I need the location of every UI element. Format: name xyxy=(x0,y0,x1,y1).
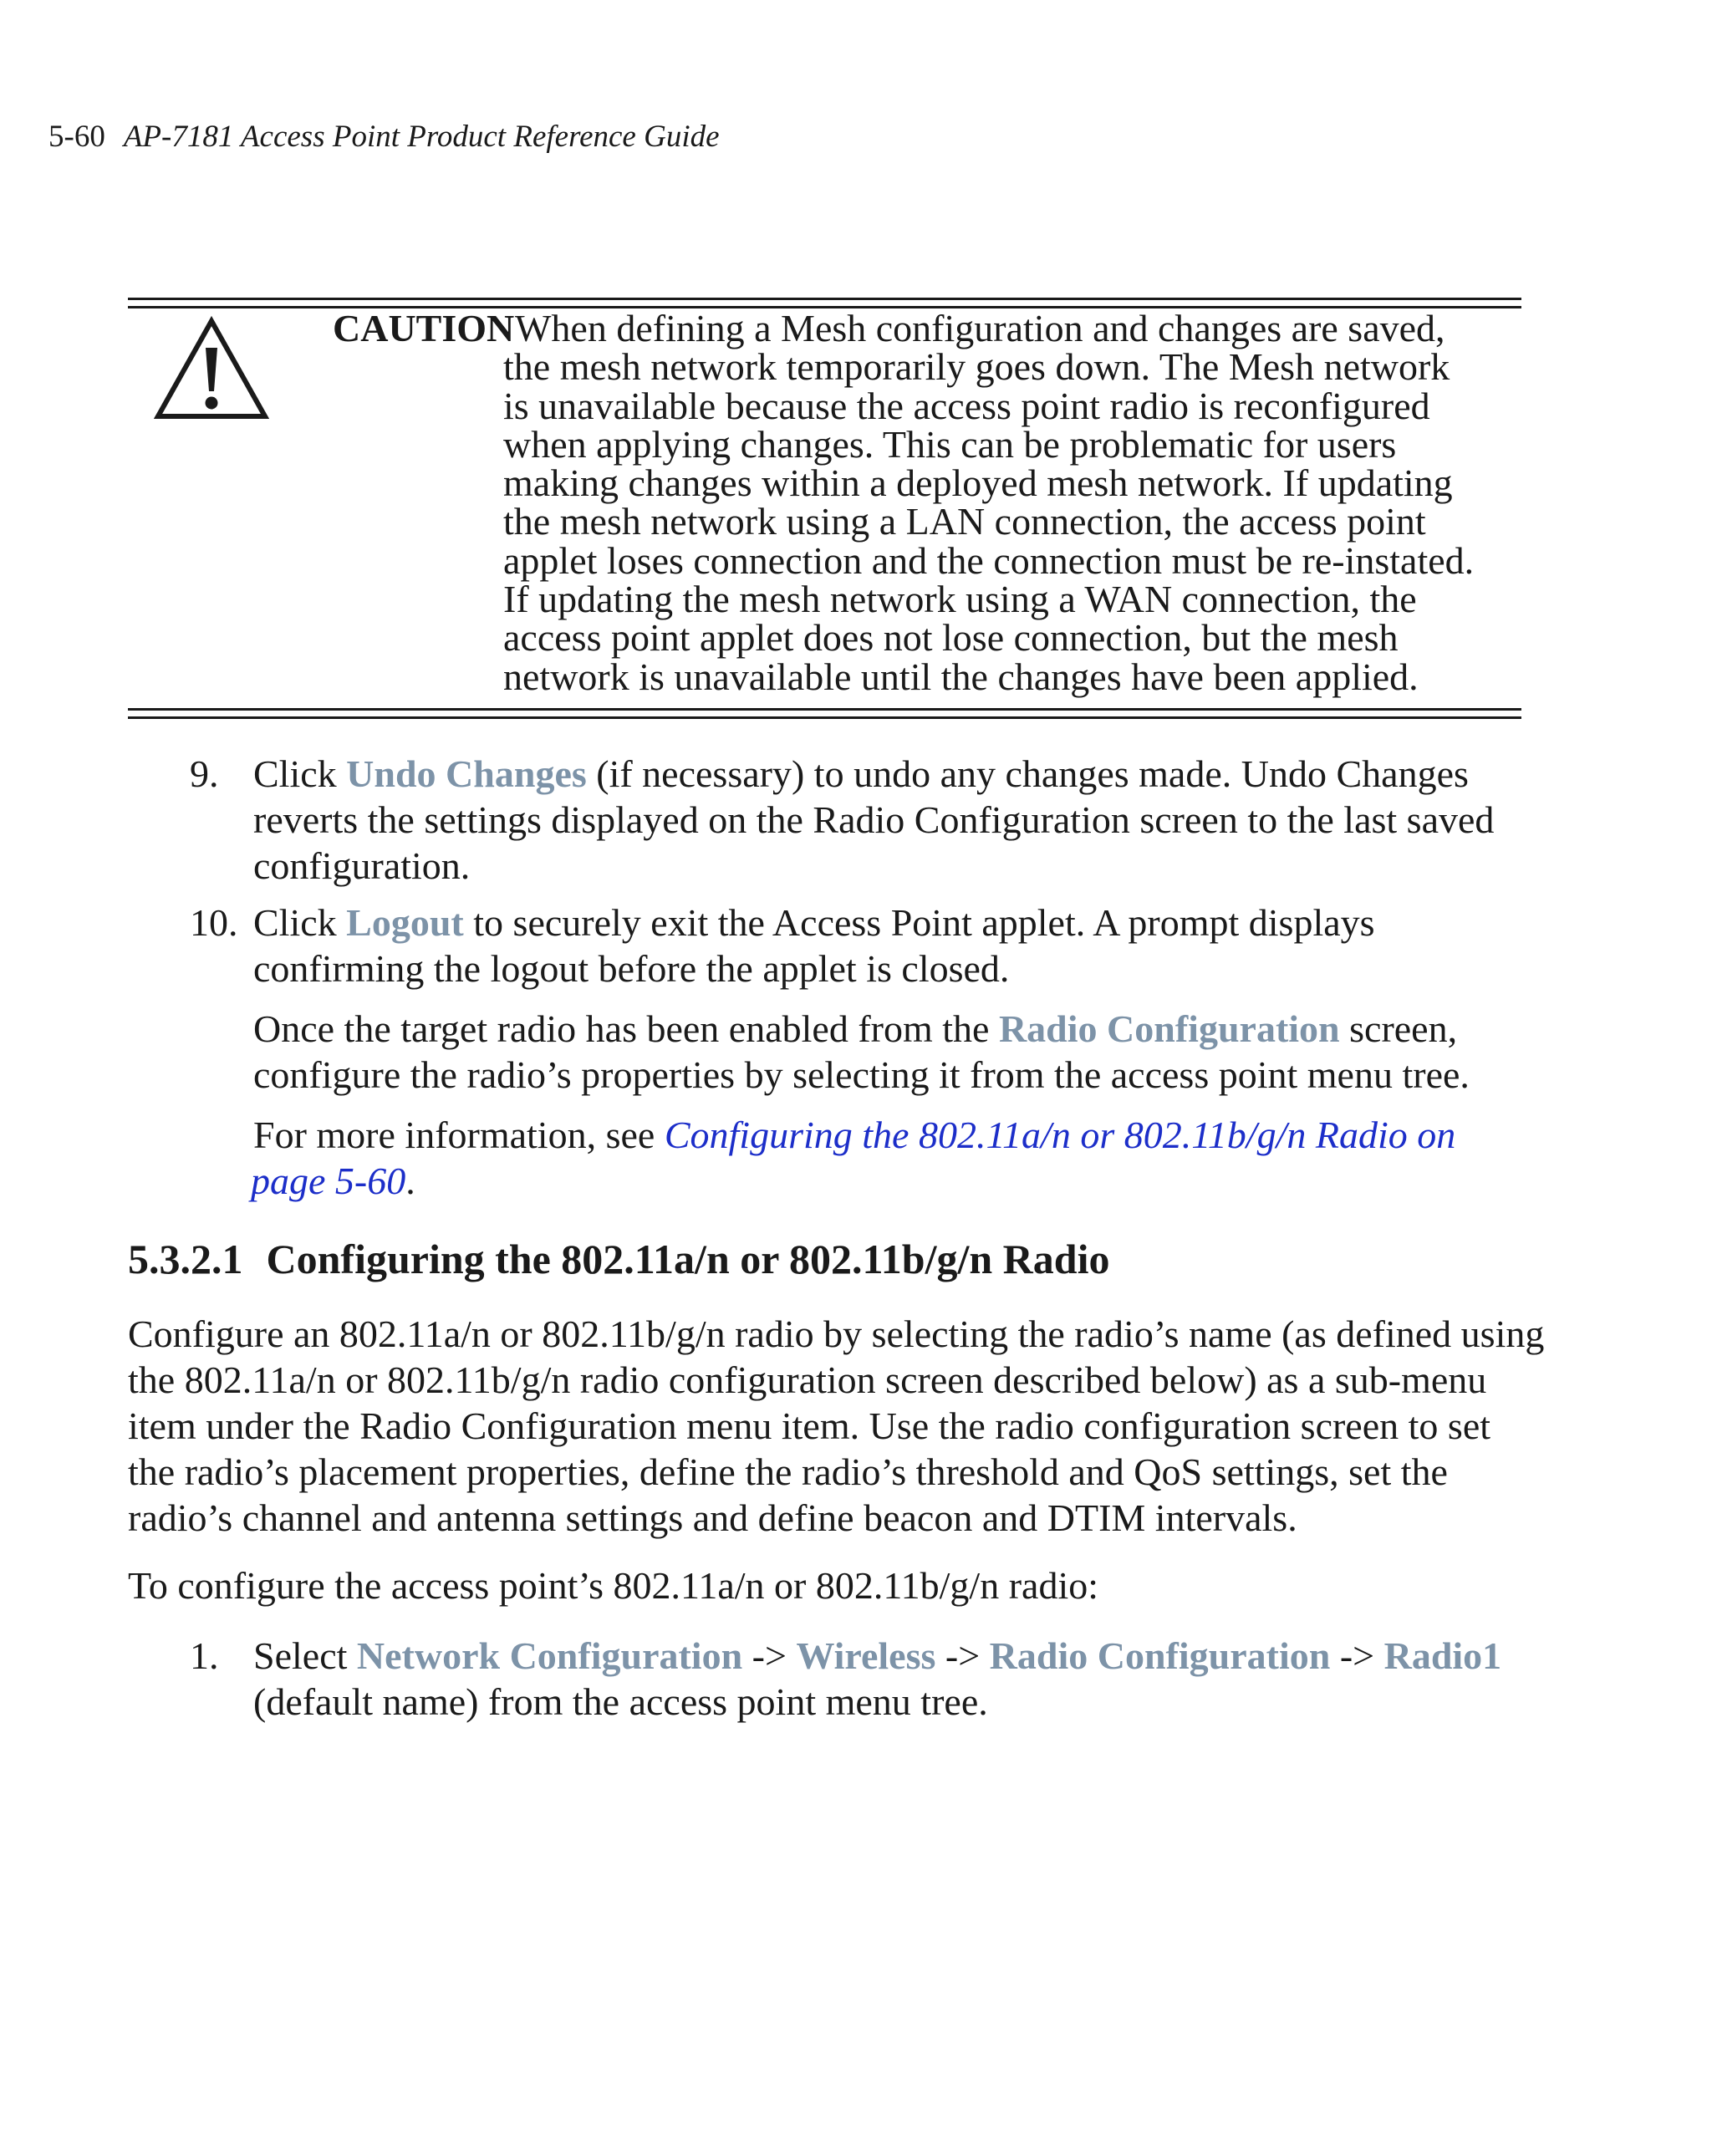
step-1-text xyxy=(253,1633,1501,1725)
paragraph-line: configure the radio’s properties by selecting it from the access point menu tree. xyxy=(253,1053,1470,1096)
step-number: 9. xyxy=(190,752,219,795)
page-number: 5-60 xyxy=(48,120,105,154)
paragraph-line: To configure the access point’s 802.11a/n or 802.11b/g/n radio: xyxy=(128,1564,1099,1607)
paragraph-line: item under the Radio Configuration menu item. Use the radio configuration screen to set xyxy=(128,1404,1491,1447)
wireless-ref: Wireless xyxy=(796,1634,936,1677)
lead-in-paragraph xyxy=(128,1562,1098,1608)
caution-line: applet loses connection and the connection must be re-instated. xyxy=(503,538,1475,582)
paragraph-line xyxy=(251,1158,1455,1204)
step-number: 10. xyxy=(190,901,238,944)
cross-reference-link[interactable]: page 5-60 xyxy=(251,1160,406,1202)
step-text: to securely exit the Access Point applet. A prompt displays xyxy=(463,901,1375,944)
logout-ref: Logout xyxy=(346,901,464,944)
step-line xyxy=(253,900,1375,945)
section-title: Configuring the 802.11a/n or 802.11b/g/n Radio xyxy=(266,1236,1110,1282)
step-line xyxy=(253,751,1494,797)
caution-line: making changes within a deployed mesh network. If updating xyxy=(503,461,1453,505)
section-intro-paragraph xyxy=(128,1311,1544,1541)
network-configuration-ref: Network Configuration xyxy=(356,1634,743,1677)
guide-title: AP-7181 Access Point Product Reference Guide xyxy=(123,120,720,154)
step-separator: -> xyxy=(1330,1634,1384,1677)
paragraph-text: . xyxy=(405,1160,415,1202)
paragraph-line: radio’s channel and antenna settings and define beacon and DTIM intervals. xyxy=(128,1496,1297,1539)
paragraph-line xyxy=(253,1006,1470,1052)
step-line: configuration. xyxy=(253,844,471,887)
caution-bottom-rule xyxy=(128,708,1521,711)
paragraph-line: the 802.11a/n or 802.11b/g/n radio configuration screen described below) as a sub-menu xyxy=(128,1358,1487,1401)
step-line: confirming the logout before the applet is closed. xyxy=(253,947,1010,990)
caution-line: access point applet does not lose connection, but the mesh xyxy=(503,616,1399,660)
caution-text xyxy=(503,309,1506,696)
step-line xyxy=(253,1633,1501,1679)
step-text: Click xyxy=(253,901,347,944)
more-info-paragraph xyxy=(253,1112,1455,1204)
radio1-ref: Radio1 xyxy=(1383,1634,1502,1677)
radio-config-paragraph xyxy=(253,1006,1470,1098)
step-text: (if necessary) to undo any changes made. Undo Changes xyxy=(586,752,1469,795)
caution-line: when applying changes. This can be problematic for users xyxy=(503,422,1397,466)
step-separator: -> xyxy=(742,1634,797,1677)
warning-triangle-icon xyxy=(154,316,269,421)
section-heading xyxy=(128,1234,1109,1284)
caution-top-rule xyxy=(128,298,1521,300)
step-text: Click xyxy=(253,752,347,795)
running-header xyxy=(48,117,720,157)
caution-label: CAUTION xyxy=(333,307,515,349)
cross-reference-link[interactable]: Configuring the 802.11a/n or 802.11b/g/n Radio on xyxy=(664,1114,1456,1156)
step-line: reverts the settings displayed on the Radio Configuration screen to the last saved xyxy=(253,798,1495,841)
caution-line: the mesh network using a LAN connection, the access point xyxy=(503,500,1426,543)
paragraph-text: For more information, see xyxy=(253,1114,665,1156)
paragraph-line: Configure an 802.11a/n or 802.11b/g/n radio by selecting the radio’s name (as defined using xyxy=(128,1312,1545,1355)
paragraph-text: screen, xyxy=(1339,1007,1458,1050)
step-line: (default name) from the access point menu tree. xyxy=(253,1680,988,1723)
paragraph-line xyxy=(253,1112,1455,1158)
radio-configuration-ref: Radio Configuration xyxy=(989,1634,1331,1677)
caution-bottom-rule-inner xyxy=(128,716,1521,719)
caution-line: is unavailable because the access point radio is reconfigured xyxy=(503,384,1430,427)
undo-changes-ref: Undo Changes xyxy=(346,752,587,795)
paragraph-text: Once the target radio has been enabled from the xyxy=(253,1007,999,1050)
step-9-text xyxy=(253,751,1494,889)
step-10-text xyxy=(253,900,1375,991)
radio-configuration-ref: Radio Configuration xyxy=(998,1007,1340,1050)
step-separator: -> xyxy=(935,1634,990,1677)
caution-line: network is unavailable until the changes have been applied. xyxy=(503,655,1419,698)
section-number: 5.3.2.1 xyxy=(128,1236,243,1282)
caution-line: If updating the mesh network using a WAN connection, the xyxy=(503,578,1417,621)
caution-line: the mesh network temporarily goes down. The Mesh network xyxy=(503,345,1450,389)
step-number: 1. xyxy=(190,1634,219,1677)
step-text: Select xyxy=(253,1634,357,1677)
caution-line: When defining a Mesh configuration and changes are saved, xyxy=(515,307,1445,349)
paragraph-line: the radio’s placement properties, define the radio’s threshold and QoS settings, set the xyxy=(128,1450,1448,1493)
